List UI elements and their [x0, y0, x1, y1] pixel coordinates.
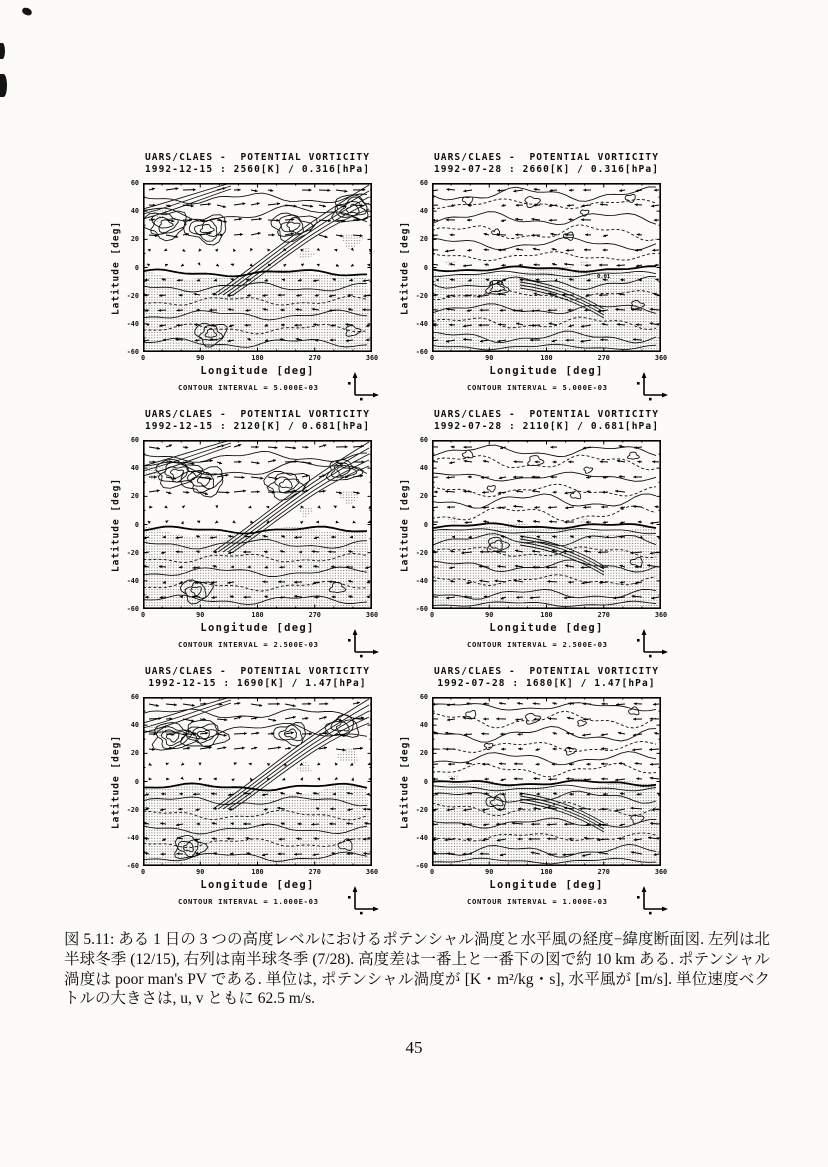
tick-label: 0 — [140, 611, 146, 619]
tick-label: 20 — [130, 749, 139, 758]
tick-label: 270 — [308, 354, 321, 362]
tick-label: -40 — [126, 833, 139, 842]
tick-label: -20 — [126, 548, 139, 557]
x-tick-labels — [429, 611, 668, 620]
tick-label: -60 — [415, 348, 428, 356]
contour-plot — [143, 697, 372, 866]
pv-panel-nh-1690K — [110, 666, 379, 906]
tick-label: 0 — [134, 263, 139, 272]
tick-label: 0 — [140, 868, 146, 876]
wind-vector-key-icon — [634, 624, 674, 660]
x-tick-labels — [140, 611, 379, 620]
tick-label: 0 — [140, 354, 146, 362]
tick-label: 20 — [130, 492, 139, 501]
tick-label: 20 — [419, 235, 428, 244]
tick-label: -40 — [126, 319, 139, 328]
y-tick-labels — [411, 436, 430, 613]
scan-artifact — [0, 74, 7, 97]
x-axis-label: Longitude [deg] — [200, 622, 315, 634]
tick-label: 90 — [196, 611, 205, 619]
tick-label: -60 — [126, 862, 139, 870]
tick-label: 0 — [423, 777, 428, 786]
tick-label: -60 — [415, 862, 428, 870]
tick-label: 40 — [419, 464, 428, 473]
tick-label: 60 — [419, 179, 428, 187]
tick-label: 60 — [419, 436, 428, 444]
figure-caption: 図 5.11: ある 1 日の 3 つの高度レベルにおけるポテンシャル渦度と水平風の経度−緯度断面図. 左列は北半球冬季 (12/15), 右列は南半球冬季 (7/28). 高度差は一番上と一番下の図で約 10 km ある. ポテンシャル渦度は poor man's PV である. 単位は, ポテンシャル渦度が [K・m²/kg・s], 水平風が [m/s]. 単位速度ベクトルの大きさは, u, v ともに 62.5 m/s. — [64, 931, 770, 1008]
pv-panel-sh-1680K — [399, 666, 668, 906]
tick-label: 90 — [485, 868, 494, 876]
tick-label: -20 — [415, 291, 428, 300]
panel-subtitle: 1992-12-15 : 1690[K] / 1.47[hPa] — [148, 678, 367, 689]
tick-label: 180 — [251, 868, 264, 876]
tick-label: 0 — [429, 611, 435, 619]
tick-label: 360 — [654, 868, 668, 876]
tick-label: 0 — [134, 777, 139, 786]
page-number: 45 — [405, 1038, 423, 1057]
tick-label: 270 — [308, 868, 321, 876]
wind-vector-key-icon — [345, 367, 385, 403]
tick-label: 180 — [540, 354, 553, 362]
contour-interval-label: CONTOUR INTERVAL = 1.000E-03 — [466, 897, 608, 906]
y-tick-labels — [122, 436, 141, 613]
tick-label: 40 — [130, 721, 139, 730]
x-axis-label: Longitude [deg] — [489, 879, 604, 891]
tick-label: 270 — [597, 868, 610, 876]
tick-label: 180 — [540, 611, 553, 619]
tick-label: 0 — [429, 354, 435, 362]
x-tick-labels — [429, 868, 668, 877]
tick-label: 360 — [365, 868, 379, 876]
tick-label: 60 — [130, 436, 139, 444]
tick-label: 40 — [419, 207, 428, 216]
contour-plot — [143, 183, 372, 352]
y-tick-labels — [411, 179, 430, 356]
x-axis-label: Longitude [deg] — [489, 365, 604, 377]
wind-vector-key-icon — [345, 624, 385, 660]
tick-label: -40 — [415, 576, 428, 585]
tick-label: 20 — [130, 235, 139, 244]
y-axis-label: Latitude [deg] — [110, 734, 122, 829]
tick-label: -40 — [415, 833, 428, 842]
tick-label: -60 — [415, 605, 428, 613]
tick-label: 40 — [130, 207, 139, 216]
tick-label: -60 — [126, 348, 139, 356]
scan-artifact — [21, 7, 33, 17]
tick-label: 270 — [308, 611, 321, 619]
tick-label: 360 — [365, 611, 379, 619]
tick-label: -20 — [415, 805, 428, 814]
tick-label: -40 — [415, 319, 428, 328]
contour-plot — [432, 183, 661, 352]
contour-interval-label: CONTOUR INTERVAL = 1.000E-03 — [177, 897, 319, 906]
panel-title: UARS/CLAES - POTENTIAL VORTICITY — [433, 409, 660, 420]
panel-subtitle: 1992-07-28 : 1680[K] / 1.47[hPa] — [437, 678, 656, 689]
x-tick-labels — [429, 354, 668, 363]
contour-plot — [143, 440, 372, 609]
tick-label: 60 — [419, 693, 428, 701]
pv-panel-sh-2660K — [399, 152, 668, 392]
tick-label: -20 — [126, 291, 139, 300]
tick-label: 20 — [419, 492, 428, 501]
tick-label: 90 — [196, 354, 205, 362]
tick-label: 20 — [419, 749, 428, 758]
pv-panel-nh-2560K — [110, 152, 379, 392]
tick-label: 40 — [130, 464, 139, 473]
contour-plot — [432, 440, 661, 609]
wind-vector-key-icon — [634, 367, 674, 403]
wind-vector-key-icon — [634, 881, 674, 917]
contour-interval-label: CONTOUR INTERVAL = 2.500E-03 — [177, 640, 319, 649]
tick-label: 360 — [654, 611, 668, 619]
svg-text:0.01: 0.01 — [597, 274, 611, 280]
pv-panel-sh-2110K — [399, 409, 668, 649]
tick-label: 270 — [597, 354, 610, 362]
tick-label: -40 — [126, 576, 139, 585]
tick-label: -20 — [126, 805, 139, 814]
tick-label: 180 — [251, 611, 264, 619]
tick-label: 60 — [130, 179, 139, 187]
y-tick-labels — [122, 179, 141, 356]
x-tick-labels — [140, 354, 379, 363]
tick-label: 90 — [485, 611, 494, 619]
y-axis-label: Latitude [deg] — [399, 477, 411, 572]
tick-label: 0 — [134, 520, 139, 529]
contour-plot — [432, 697, 661, 866]
tick-label: 90 — [485, 354, 494, 362]
tick-label: 0 — [429, 868, 435, 876]
y-axis-label: Latitude [deg] — [399, 734, 411, 829]
scan-artifact — [0, 43, 5, 59]
tick-label: 270 — [597, 611, 610, 619]
tick-label: 0 — [423, 263, 428, 272]
x-tick-labels — [140, 868, 379, 877]
tick-label: 90 — [196, 868, 205, 876]
x-axis-label: Longitude [deg] — [200, 879, 315, 891]
contour-interval-label: CONTOUR INTERVAL = 2.500E-03 — [466, 640, 608, 649]
tick-label: 0 — [423, 520, 428, 529]
panel-title: UARS/CLAES - POTENTIAL VORTICITY — [433, 152, 660, 163]
panel-subtitle: 1992-07-28 : 2660[K] / 0.316[hPa] — [433, 164, 660, 175]
panel-title: UARS/CLAES - POTENTIAL VORTICITY — [144, 409, 371, 420]
tick-label: -20 — [415, 548, 428, 557]
contour-interval-label: CONTOUR INTERVAL = 5.000E-03 — [177, 383, 319, 392]
panel-title: UARS/CLAES - POTENTIAL VORTICITY — [144, 666, 371, 677]
tick-label: 40 — [419, 721, 428, 730]
tick-label: 180 — [251, 354, 264, 362]
y-axis-label: Latitude [deg] — [110, 220, 122, 315]
y-tick-labels — [411, 693, 430, 870]
y-axis-label: Latitude [deg] — [110, 477, 122, 572]
panel-subtitle: 1992-12-15 : 2120[K] / 0.681[hPa] — [144, 421, 371, 432]
tick-label: 360 — [654, 354, 668, 362]
tick-label: 180 — [540, 868, 553, 876]
panel-subtitle: 1992-07-28 : 2110[K] / 0.681[hPa] — [433, 421, 660, 432]
panel-subtitle: 1992-12-15 : 2560[K] / 0.316[hPa] — [144, 164, 371, 175]
panel-title: UARS/CLAES - POTENTIAL VORTICITY — [144, 152, 371, 163]
tick-label: 360 — [365, 354, 379, 362]
x-axis-label: Longitude [deg] — [489, 622, 604, 634]
svg-text:0.01: 0.01 — [490, 281, 504, 287]
tick-label: 60 — [130, 693, 139, 701]
pv-panel-nh-2120K — [110, 409, 379, 649]
tick-label: -60 — [126, 605, 139, 613]
contour-interval-label: CONTOUR INTERVAL = 5.000E-03 — [466, 383, 608, 392]
y-axis-label: Latitude [deg] — [399, 220, 411, 315]
x-axis-label: Longitude [deg] — [200, 365, 315, 377]
panel-title: UARS/CLAES - POTENTIAL VORTICITY — [433, 666, 660, 677]
y-tick-labels — [122, 693, 141, 870]
wind-vector-key-icon — [345, 881, 385, 917]
